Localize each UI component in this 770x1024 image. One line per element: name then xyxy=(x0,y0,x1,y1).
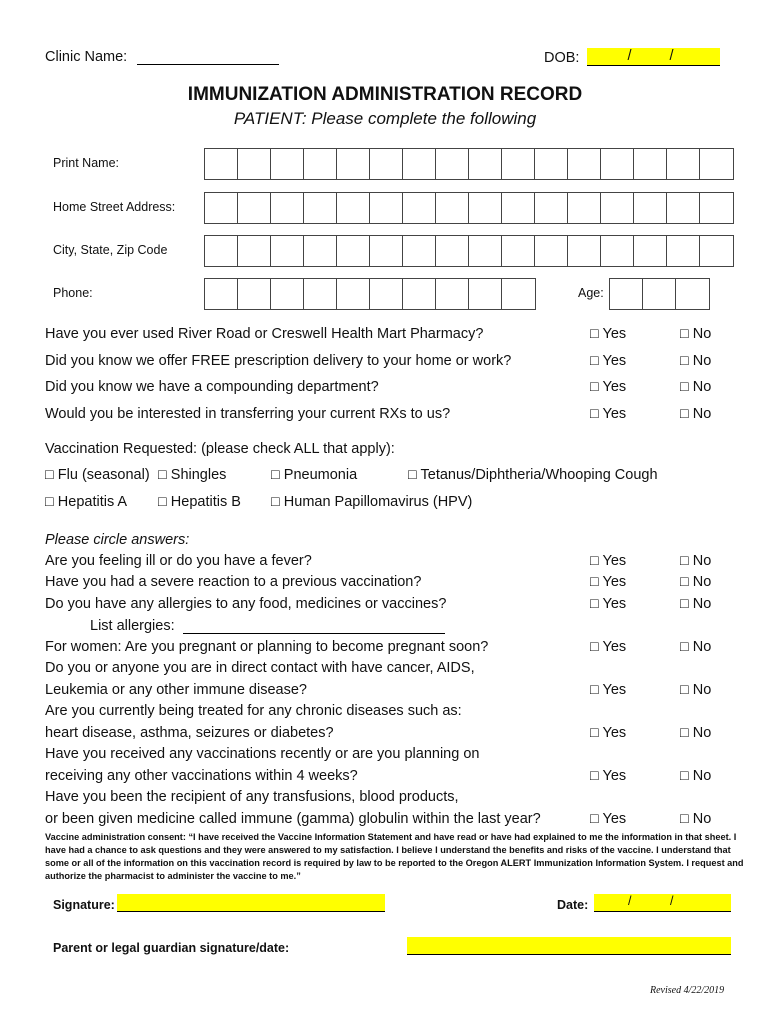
print-name-boxes[interactable] xyxy=(204,148,734,180)
yes-checkbox[interactable]: □ Yes xyxy=(590,639,627,655)
health-question: Do you have any allergies to any food, medicines or vaccines? xyxy=(45,596,447,612)
circle-answers-label: Please circle answers: xyxy=(45,532,190,548)
city-state-zip-label: City, State, Zip Code xyxy=(53,243,168,257)
page-subtitle: PATIENT: Please complete the following xyxy=(233,109,537,128)
clinic-name-label: Clinic Name: xyxy=(45,49,128,65)
pharmacy-question: Did you know we offer FREE prescription delivery to your home or work? xyxy=(45,353,512,369)
health-question: or been given medicine called immune (gamma) globulin within the last year? xyxy=(45,811,541,827)
vaccine-option-hepatitis-b[interactable]: □ Hepatitis B xyxy=(158,494,241,510)
clinic-name-field[interactable] xyxy=(137,48,279,65)
guardian-signature-label: Parent or legal guardian signature/date: xyxy=(53,941,290,955)
yes-checkbox[interactable]: □ Yes xyxy=(590,553,627,569)
health-question: For women: Are you pregnant or planning to become pregnant soon? xyxy=(45,639,489,655)
yes-checkbox[interactable]: □ Yes xyxy=(590,811,627,827)
vaccine-option-flu[interactable]: □ Flu (seasonal) xyxy=(45,467,150,483)
pharmacy-question: Did you know we have a compounding department? xyxy=(45,379,379,395)
city-state-zip-boxes[interactable] xyxy=(204,235,734,267)
phone-boxes[interactable] xyxy=(204,278,536,310)
health-question: Do you or anyone you are in direct contact with have cancer, AIDS, xyxy=(45,660,475,676)
allergies-label: List allergies: xyxy=(90,618,175,634)
health-question: Have you had a severe reaction to a previous vaccination? xyxy=(45,574,422,590)
allergies-row xyxy=(90,617,445,634)
no-checkbox[interactable]: □ No xyxy=(680,379,712,395)
no-checkbox[interactable]: □ No xyxy=(680,353,712,369)
yes-checkbox[interactable]: □ Yes xyxy=(590,406,627,422)
print-name-label: Print Name: xyxy=(53,156,119,170)
consent-line: have had a chance to ask questions and they were answered to my satisfaction. I believe I understand the benefits and risks of the vaccine. I understand that xyxy=(45,845,731,855)
yes-checkbox[interactable]: □ Yes xyxy=(590,682,627,698)
guardian-signature-field[interactable] xyxy=(407,937,731,955)
dob-separator: / xyxy=(627,48,632,64)
yes-checkbox[interactable]: □ Yes xyxy=(590,326,627,342)
vaccine-option-tetanus[interactable]: □ Tetanus/Diphtheria/Whooping Cough xyxy=(408,467,658,483)
dob-label: DOB: xyxy=(544,50,580,66)
yes-checkbox[interactable]: □ Yes xyxy=(590,596,627,612)
revised-date: Revised 4/22/2019 xyxy=(650,985,725,996)
dob-row xyxy=(544,48,720,66)
date-separator: / xyxy=(628,894,632,908)
age-boxes[interactable] xyxy=(609,278,710,310)
vaccine-option-shingles[interactable]: □ Shingles xyxy=(158,467,227,483)
vaccine-option-pneumonia[interactable]: □ Pneumonia xyxy=(271,467,358,483)
health-question: Are you feeling ill or do you have a fever? xyxy=(45,553,312,569)
vaccine-option-hepatitis-a[interactable]: □ Hepatitis A xyxy=(45,494,128,510)
pharmacy-question: Would you be interested in transferring your current RXs to us? xyxy=(45,406,451,422)
age-label: Age: xyxy=(578,286,604,300)
no-checkbox[interactable]: □ No xyxy=(680,596,712,612)
date-separator: / xyxy=(670,894,674,908)
yes-checkbox[interactable]: □ Yes xyxy=(590,379,627,395)
no-checkbox[interactable]: □ No xyxy=(680,326,712,342)
health-question: Have you received any vaccinations recently or are you planning on xyxy=(45,746,480,762)
date-field[interactable] xyxy=(594,894,731,912)
consent-line: authorize the pharmacist to administer the vaccine to me.” xyxy=(45,871,301,881)
health-question: Leukemia or any other immune disease? xyxy=(45,682,307,698)
dob-separator: / xyxy=(669,48,674,64)
yes-checkbox[interactable]: □ Yes xyxy=(590,725,627,741)
no-checkbox[interactable]: □ No xyxy=(680,574,712,590)
allergies-field[interactable] xyxy=(183,617,445,634)
no-checkbox[interactable]: □ No xyxy=(680,725,712,741)
no-checkbox[interactable]: □ No xyxy=(680,768,712,784)
no-checkbox[interactable]: □ No xyxy=(680,811,712,827)
vaccine-option-hpv[interactable]: □ Human Papillomavirus (HPV) xyxy=(271,494,473,510)
consent-text xyxy=(45,831,744,883)
signature-field[interactable] xyxy=(117,894,385,912)
home-address-label: Home Street Address: xyxy=(53,200,176,214)
clinic-name-row xyxy=(45,48,279,65)
signature-label: Signature: xyxy=(53,898,115,912)
health-question: Are you currently being treated for any chronic diseases such as: xyxy=(45,703,462,719)
no-checkbox[interactable]: □ No xyxy=(680,682,712,698)
page-title: IMMUNIZATION ADMINISTRATION RECORD xyxy=(187,84,583,105)
no-checkbox[interactable]: □ No xyxy=(680,639,712,655)
dob-field[interactable] xyxy=(587,48,720,66)
no-checkbox[interactable]: □ No xyxy=(680,406,712,422)
health-question: receiving any other vaccinations within 4 weeks? xyxy=(45,768,358,784)
yes-checkbox[interactable]: □ Yes xyxy=(590,768,627,784)
yes-checkbox[interactable]: □ Yes xyxy=(590,574,627,590)
vaccination-label: Vaccination Requested: (please check ALL that apply): xyxy=(45,441,395,457)
home-address-boxes[interactable] xyxy=(204,192,734,224)
consent-line: Vaccine administration consent: “I have received the Vaccine Information Statement and have read or have had explained to me the information in that sheet. I xyxy=(45,832,737,842)
consent-line: some or all of the information on this vaccination record is required by law to be reported to the Oregon ALERT Immunization Information System. I request and xyxy=(45,858,744,868)
health-question: Have you been the recipient of any transfusions, blood products, xyxy=(45,789,459,805)
pharmacy-question: Have you ever used River Road or Creswell Health Mart Pharmacy? xyxy=(45,326,484,342)
no-checkbox[interactable]: □ No xyxy=(680,553,712,569)
yes-checkbox[interactable]: □ Yes xyxy=(590,353,627,369)
health-question: heart disease, asthma, seizures or diabetes? xyxy=(45,725,334,741)
date-label: Date: xyxy=(557,898,589,912)
phone-label: Phone: xyxy=(53,286,93,300)
